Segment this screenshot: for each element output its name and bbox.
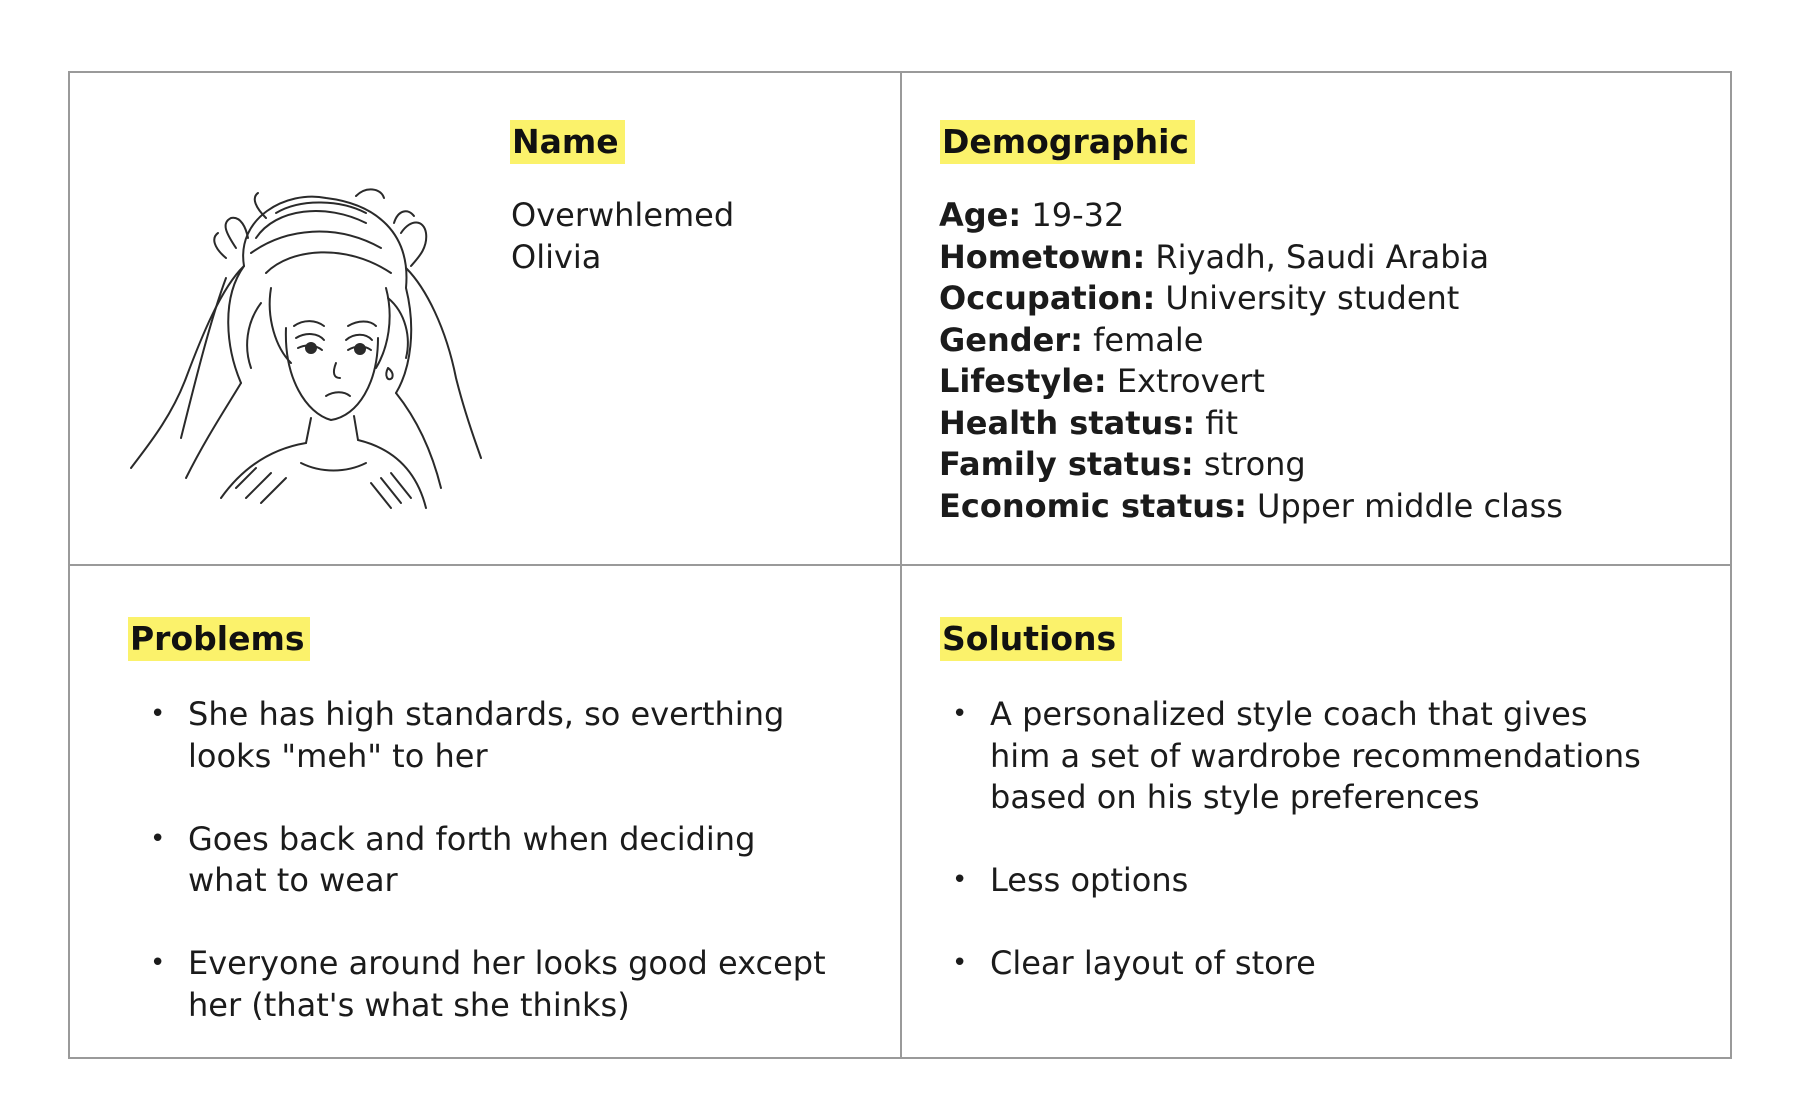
persona-name-line-1: Overwhlemed xyxy=(511,196,735,234)
demographic-row-health-status xyxy=(939,403,1719,445)
demographic-value: female xyxy=(1082,320,1204,359)
persona-name xyxy=(511,195,871,278)
bullet-icon: • xyxy=(150,948,166,978)
demographic-row-age xyxy=(939,195,1719,237)
demographic-label: Family status: xyxy=(939,445,1194,483)
demographic-label: Lifestyle: xyxy=(939,362,1107,400)
demographic-value: Upper middle class xyxy=(1246,486,1563,525)
solution-line: A personalized style coach that gives xyxy=(990,695,1588,733)
demographic-value: strong xyxy=(1193,445,1306,483)
problem-line: Goes back and forth when deciding xyxy=(188,819,756,858)
solution-line: Clear layout of store xyxy=(990,944,1316,982)
solutions-heading: Solutions xyxy=(940,617,1122,661)
demographic-row-family-status xyxy=(939,444,1719,486)
demographic-label: Health status: xyxy=(939,403,1196,442)
bullet-icon: • xyxy=(952,865,968,895)
solution-item xyxy=(940,694,1720,819)
problem-item xyxy=(138,943,878,1026)
grid-horizontal-divider xyxy=(68,564,1732,566)
problem-line: her (that's what she thinks) xyxy=(188,985,630,1024)
problem-line: Everyone around her looks good except xyxy=(188,944,826,982)
problem-item xyxy=(138,694,878,777)
problem-line: She has high standards, so everthing xyxy=(188,695,785,733)
demographic-row-lifestyle xyxy=(939,361,1719,403)
solution-line: based on his style preferences xyxy=(990,778,1480,816)
name-heading: Name xyxy=(510,120,625,164)
demographic-row-occupation xyxy=(939,278,1719,320)
demographic-row-gender xyxy=(939,320,1719,362)
bullet-icon: • xyxy=(150,699,166,729)
solution-item xyxy=(940,860,1720,902)
demographic-heading: Demographic xyxy=(940,120,1195,164)
problem-line: looks "meh" to her xyxy=(188,736,488,775)
problems-list xyxy=(138,694,878,1068)
demographic-label: Occupation: xyxy=(939,279,1156,317)
problem-item xyxy=(138,819,878,902)
demographic-value: 19-32 xyxy=(1021,196,1125,234)
persona-name-line-2: Olivia xyxy=(511,237,602,276)
problem-line: what to wear xyxy=(188,861,398,899)
problems-heading: Problems xyxy=(128,617,310,661)
solutions-list xyxy=(940,694,1720,1026)
solution-line: him a set of wardrobe recommendations xyxy=(990,736,1641,775)
demographic-value: Riyadh, Saudi Arabia xyxy=(1145,237,1490,276)
demographic-list xyxy=(939,195,1719,527)
bullet-icon: • xyxy=(150,823,166,854)
demographic-row-hometown xyxy=(939,237,1719,279)
stressed-woman-sketch-icon xyxy=(126,178,482,524)
demographic-label: Hometown: xyxy=(939,237,1146,276)
demographic-label: Economic status: xyxy=(939,486,1247,525)
bullet-icon: • xyxy=(952,699,968,729)
solution-item xyxy=(940,943,1720,985)
demographic-label: Age: xyxy=(939,196,1022,234)
bullet-icon: • xyxy=(952,948,968,978)
demographic-row-economic-status xyxy=(939,486,1719,528)
demographic-value: fit xyxy=(1195,403,1238,442)
demographic-label: Gender: xyxy=(939,320,1083,359)
demographic-value: Extrovert xyxy=(1106,362,1265,400)
solution-line: Less options xyxy=(990,861,1189,899)
demographic-value: University student xyxy=(1155,279,1460,317)
